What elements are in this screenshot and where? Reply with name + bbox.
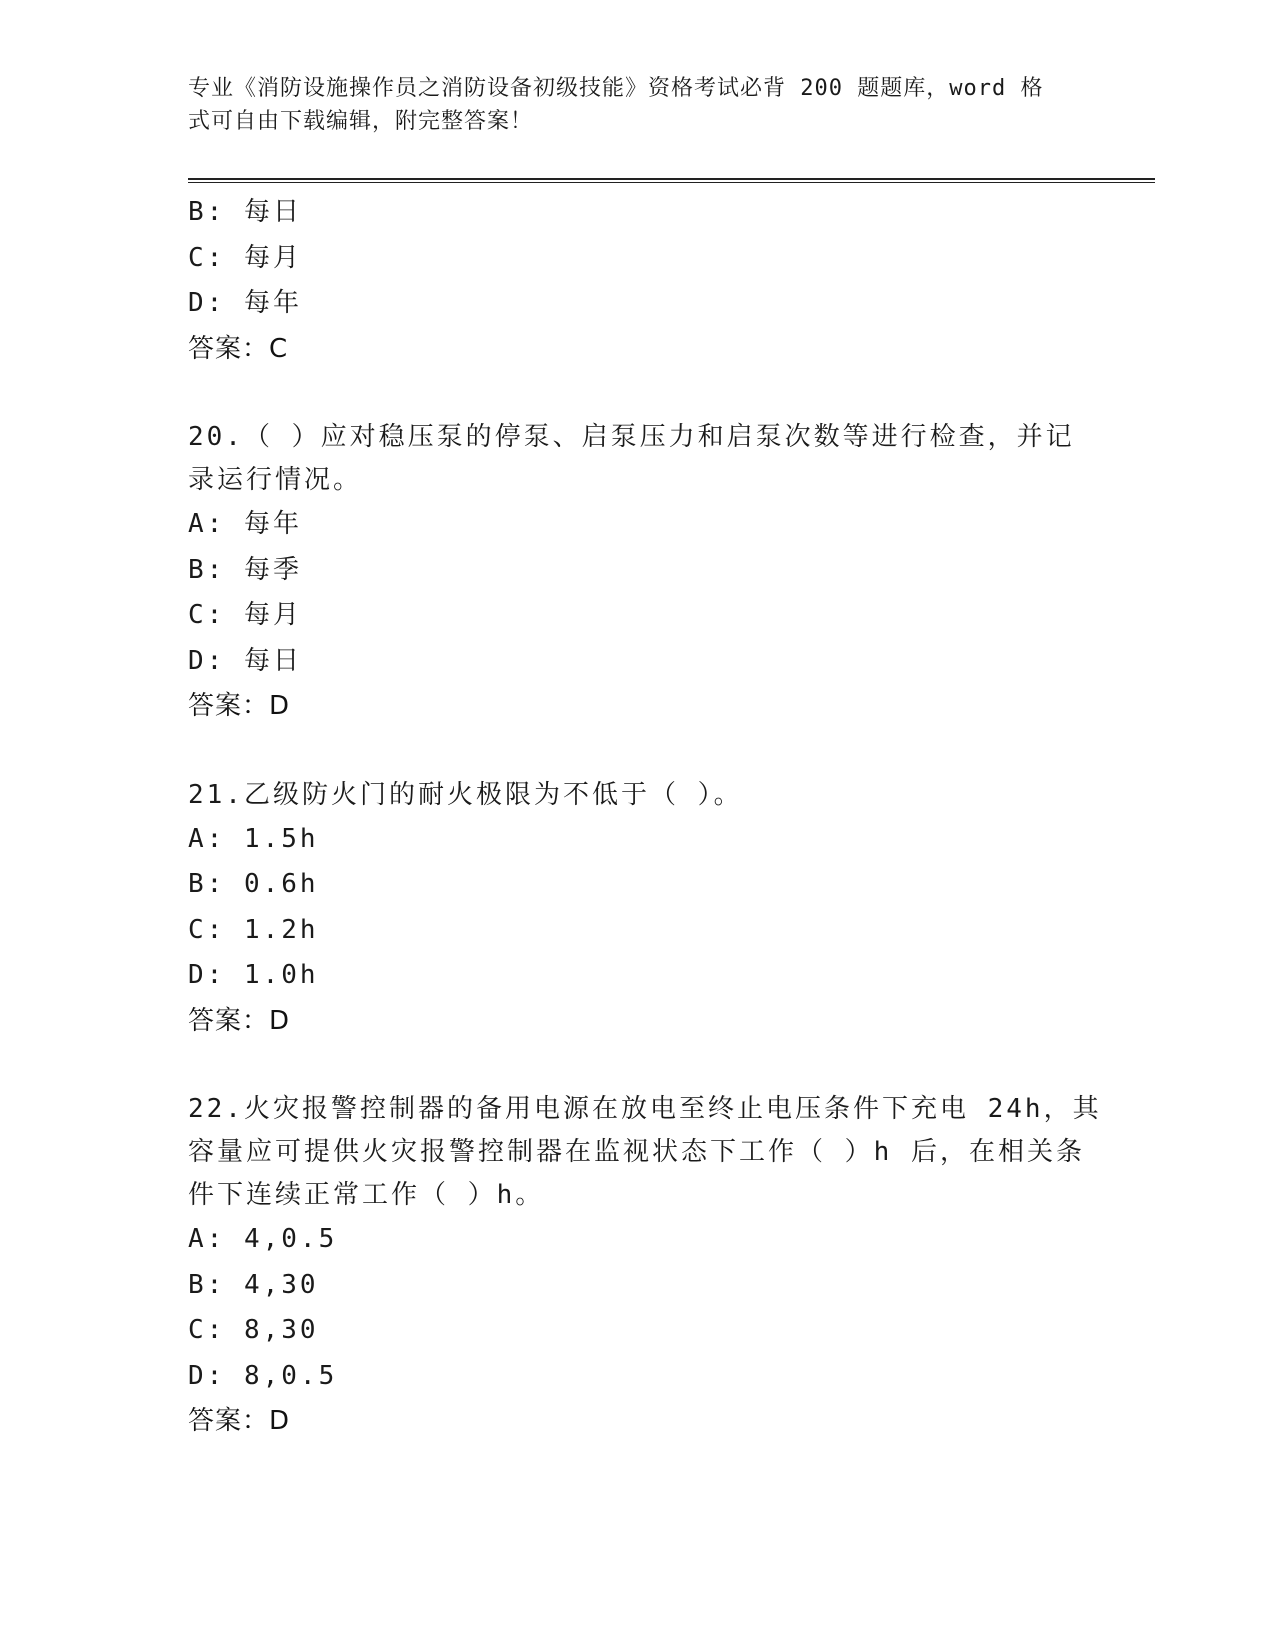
option-a: A: 每年 bbox=[188, 509, 302, 539]
question-stem-line: 件下连续正常工作（ ）h。 bbox=[188, 1180, 545, 1210]
question-20 bbox=[188, 416, 1088, 730]
document-header bbox=[188, 72, 1068, 138]
spacer bbox=[188, 730, 1088, 774]
option-a: A: 1.5h bbox=[188, 823, 319, 854]
option-a: A: 4,0.5 bbox=[188, 1224, 338, 1254]
question-stem-line: 录运行情况。 bbox=[188, 465, 363, 495]
question-22 bbox=[188, 1088, 1102, 1445]
option-b: B: 0.6h bbox=[188, 869, 319, 899]
header-title-line-1: 专业《消防设施操作员之消防设备初级技能》资格考试必背 200 题题库，word 格 bbox=[188, 76, 1044, 101]
question-stem-line: 22.火灾报警控制器的备用电源在放电至终止电压条件下充电 24h，其 bbox=[188, 1094, 1102, 1124]
option-b: B: 每日 bbox=[188, 197, 302, 227]
spacer bbox=[188, 1044, 1088, 1088]
question-list bbox=[188, 190, 1102, 1445]
option-d: D: 8,0.5 bbox=[188, 1360, 338, 1391]
option-c: C: 8,30 bbox=[188, 1315, 319, 1345]
question-stem-line: 21.乙级防火门的耐火极限为不低于（ ）。 bbox=[188, 779, 743, 810]
option-b: B: 4,30 bbox=[188, 1269, 319, 1300]
answer-line: 答案：D bbox=[188, 1406, 291, 1436]
option-d: D: 每年 bbox=[188, 288, 302, 318]
spacer bbox=[188, 372, 1088, 416]
option-d: D: 每日 bbox=[188, 645, 302, 676]
option-d: D: 1.0h bbox=[188, 960, 319, 990]
option-c: C: 每月 bbox=[188, 242, 302, 273]
question-21 bbox=[188, 774, 1088, 1045]
question-19-continuation bbox=[188, 190, 1088, 372]
header-divider bbox=[188, 178, 1155, 183]
header-title-line-2: 式可自由下载编辑，附完整答案！ bbox=[188, 109, 534, 134]
answer-line: 答案：C bbox=[188, 333, 289, 364]
answer-line: 答案：D bbox=[188, 691, 291, 721]
option-b: B: 每季 bbox=[188, 554, 302, 585]
answer-line: 答案：D bbox=[188, 1005, 291, 1036]
option-c: C: 1.2h bbox=[188, 914, 319, 945]
question-stem-line: 容量应可提供火灾报警控制器在监视状态下工作（ ）h 后，在相关条 bbox=[188, 1137, 1085, 1167]
option-c: C: 每月 bbox=[188, 600, 302, 630]
question-stem-line: 20.（ ）应对稳压泵的停泵、启泵压力和启泵次数等进行检查，并记 bbox=[188, 422, 1075, 452]
